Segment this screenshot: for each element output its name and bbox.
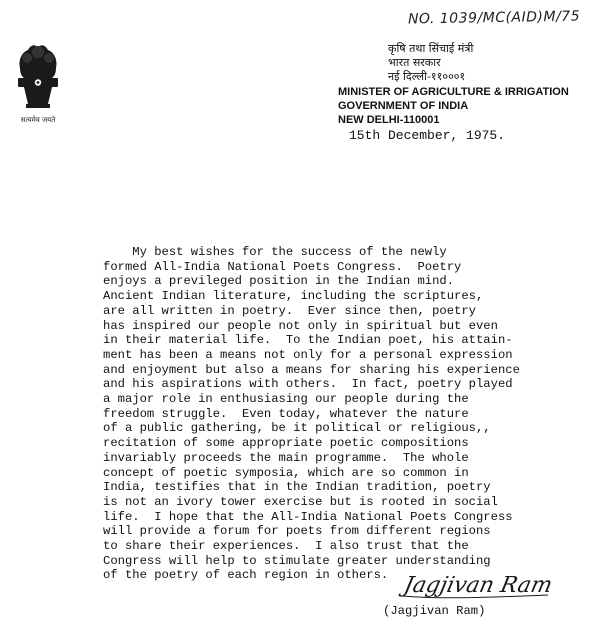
- body-line: a major role in enthusiasing our people during the: [103, 392, 469, 407]
- hindi-line: कृषि तथा सिंचाई मंत्री: [388, 42, 474, 55]
- emblem-motto: सत्यमेव जयते: [20, 116, 56, 124]
- body-line: to share their experiences. I also trust that the: [103, 539, 469, 554]
- body-line: freedom struggle. Even today, whatever the nature: [103, 406, 469, 421]
- body-line: and his aspirations with others. In fact, poetry played: [103, 377, 513, 392]
- signature-handwriting: Jagjivan Ram: [401, 572, 555, 598]
- body-line: life. I hope that the All-India National Poets Congress: [103, 509, 513, 524]
- signature: [398, 568, 558, 604]
- english-line: GOVERNMENT OF INDIA: [338, 100, 469, 112]
- body-line: India, testifies that in the Indian tradition, poetry: [103, 480, 491, 495]
- body-line: Congress will help to stimulate greater understanding: [103, 553, 491, 568]
- hindi-line: नई दिल्ली-११०००१: [388, 70, 466, 83]
- english-line: NEW DELHI-110001: [338, 114, 440, 126]
- body-line: of a public gathering, be it political or religious,,: [103, 421, 491, 436]
- body-line: in their material life. To the Indian poet, his attain-: [103, 333, 513, 348]
- body-line: concept of poetic symposia, which are so common in: [103, 465, 469, 480]
- body-line: enjoys a previleged position in the Indian mind.: [103, 274, 455, 289]
- hindi-line: भारत सरकार: [388, 56, 441, 69]
- body-line: will provide a forum for poets from different regions: [103, 524, 491, 539]
- reference-number: NO. 1039/MC(AID)M/75: [407, 8, 581, 28]
- letter-date: 15th December, 1975.: [349, 128, 506, 143]
- national-emblem-icon: [14, 38, 62, 118]
- english-line: MINISTER OF AGRICULTURE & IRRIGATION: [338, 86, 569, 98]
- body-line: Ancient Indian literature, including the scriptures,: [103, 289, 484, 304]
- letter-body: [103, 245, 598, 583]
- body-line: is not an ivory tower exercise but is rooted in social: [103, 494, 498, 509]
- body-line: ment has been a means not only for a personal expression: [103, 347, 513, 362]
- body-line: has inspired our people not only in spiritual but even: [103, 318, 498, 333]
- body-line: formed All-India National Poets Congress. Poetry: [103, 259, 462, 274]
- signatory-name: (Jagjivan Ram): [383, 604, 486, 618]
- body-line: are all written in poetry. Ever since then, poetry: [103, 303, 476, 318]
- body-line: invariably proceeds the main programme. The whole: [103, 450, 469, 465]
- english-letterhead: [338, 85, 569, 127]
- body-line: of the poetry of each region in others.: [103, 568, 389, 583]
- body-line: recitation of some appropriate poetic compositions: [103, 436, 469, 451]
- body-line: and enjoyment but also a means for sharing his experience: [103, 362, 520, 377]
- hindi-letterhead: [388, 42, 473, 84]
- body-line: My best wishes for the success of the newly: [103, 245, 447, 259]
